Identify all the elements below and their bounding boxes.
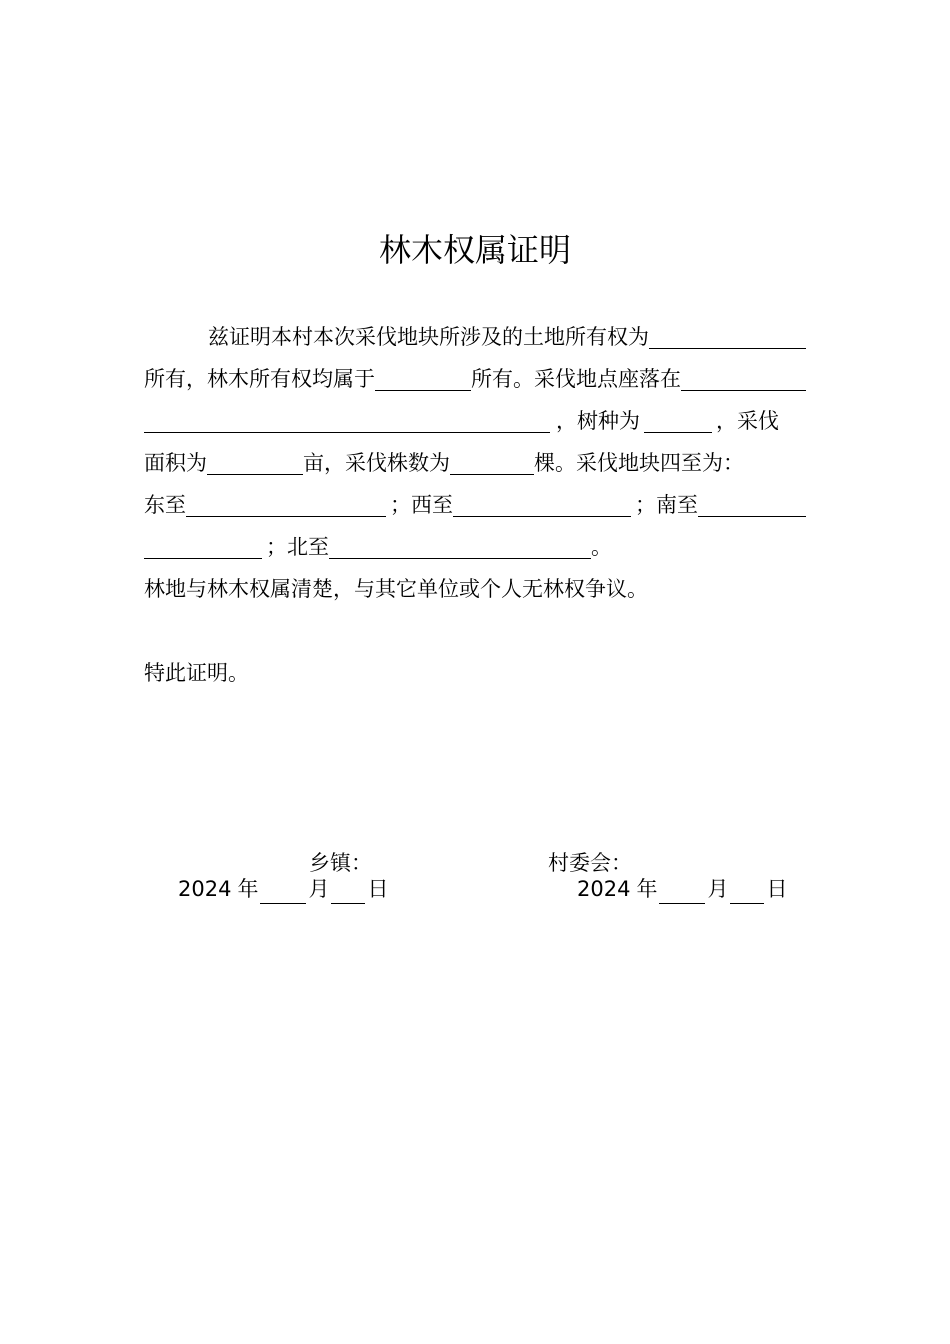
body-line-3 [144,400,806,442]
body-text: ；西至 [390,493,453,517]
body-text: ；北至 [266,535,329,559]
township-label: 乡镇： [309,851,372,875]
area-blank[interactable] [207,452,303,475]
document-title: 林木权属证明 [378,231,571,269]
township-day-blank[interactable] [331,883,365,904]
body-text: 兹证明本村本次采伐地块所涉及的土地所有权为 [208,325,649,349]
year-value: 2024 [577,877,631,901]
village-day-blank[interactable] [730,883,764,904]
east-boundary-blank[interactable] [186,494,386,517]
body-line-2 [144,358,806,400]
certificate-body [144,316,806,610]
year-unit: 年 [636,877,658,901]
location-blank-continued[interactable] [144,410,550,433]
month-unit: 月 [308,877,330,901]
body-line-6 [144,526,806,568]
township-date [178,874,388,904]
body-text: 亩，采伐株数为 [303,451,450,475]
signature-block [0,848,950,918]
tree-count-blank[interactable] [450,452,534,475]
day-unit: 日 [766,877,788,901]
north-boundary-blank[interactable] [329,536,591,559]
village-month-blank[interactable] [659,883,705,904]
body-text: 东至 [144,493,186,517]
south-boundary-blank-continued[interactable] [144,536,262,559]
year-unit: 年 [237,877,259,901]
body-text: 林地与林木权属清楚，与其它单位或个人无林权争议。 [144,577,648,601]
land-owner-blank[interactable] [649,326,806,349]
body-line-5 [144,484,806,526]
village-committee-label: 村委会： [548,851,632,875]
year-value: 2024 [178,877,232,901]
tree-species-blank[interactable] [644,410,712,433]
forest-owner-blank[interactable] [375,368,471,391]
body-text: 面积为 [144,451,207,475]
body-text: 棵。采伐地块四至为： [534,451,744,475]
village-committee-date [577,874,787,904]
closing-statement: 特此证明。 [144,661,249,685]
location-blank[interactable] [681,368,806,391]
body-line-1 [144,316,806,358]
body-text: 。 [591,535,612,559]
south-boundary-blank[interactable] [698,494,806,517]
body-text: ，采伐 [716,409,779,433]
body-text: 所有。采伐地点座落在 [471,367,681,391]
body-text: ；南至 [635,493,698,517]
body-line-7 [144,568,806,610]
township-month-blank[interactable] [260,883,306,904]
month-unit: 月 [707,877,729,901]
body-line-4 [144,442,806,484]
day-unit: 日 [367,877,389,901]
body-text: ，树种为 [556,409,640,433]
west-boundary-blank[interactable] [453,494,631,517]
body-text: 所有，林木所有权均属于 [144,367,375,391]
